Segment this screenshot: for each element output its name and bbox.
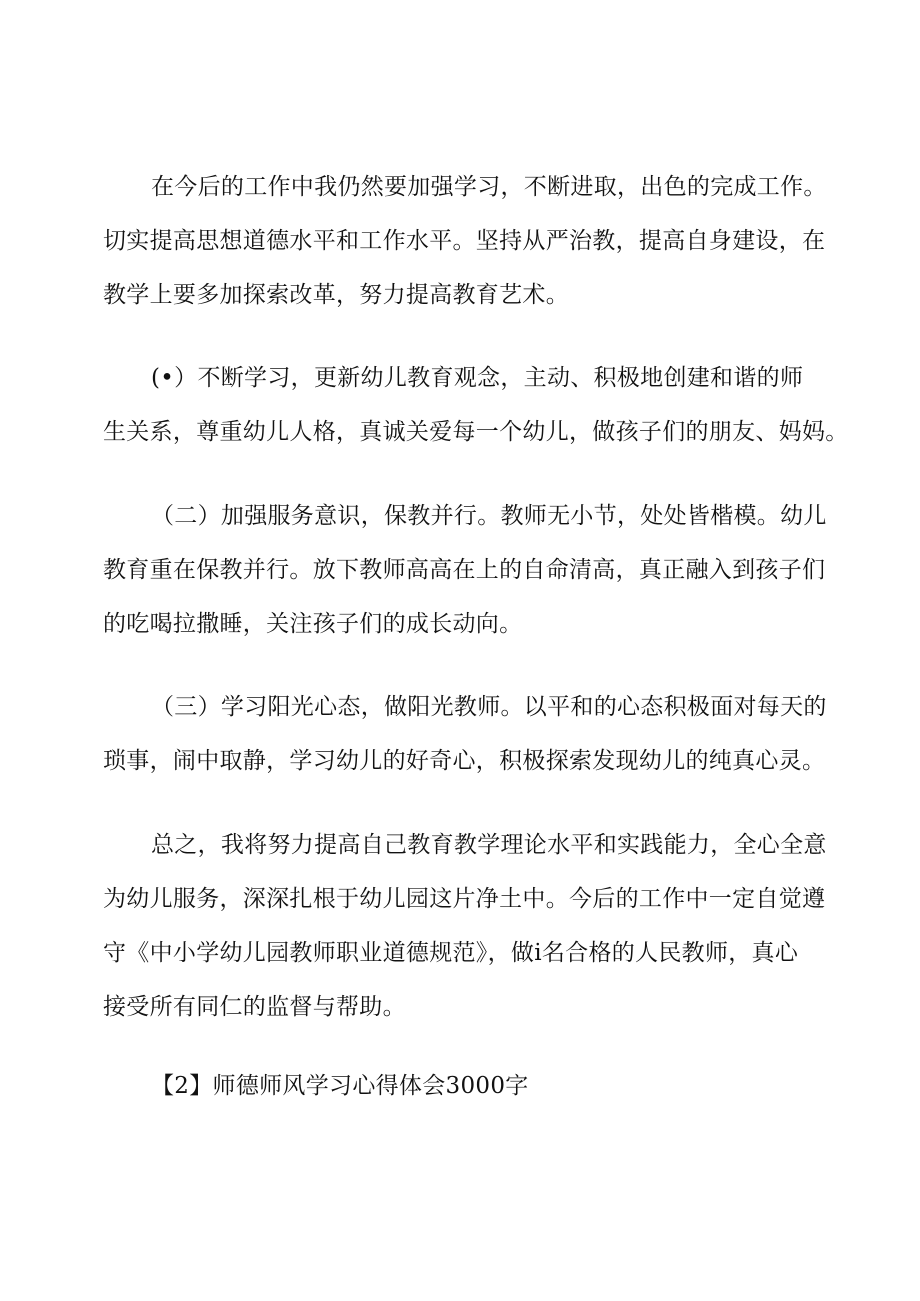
text-line: 为幼儿服务，深深扎根于幼儿园这片净土中。今后的工作中一定自觉遵 [103, 886, 826, 912]
section-heading [103, 1059, 823, 1113]
paragraph-point-one [103, 351, 849, 459]
text-line: 总之，我将努力提高自己教育教学理论水平和实践能力，全心全意 [151, 832, 827, 858]
paragraph-summary [103, 818, 827, 1034]
text-line: 琐事，闹中取静，学习幼儿的好奇心，积极探索发现幼儿的纯真心灵。 [103, 748, 826, 774]
text-line: 守《中小学幼儿园教师职业道德规范》，做i名合格的人民教师，真心 [103, 940, 799, 966]
text-line: 教育重在保教并行。放下教师高高在上的自命清高，真正融入到孩子们 [103, 557, 826, 583]
text-line: 切实提高思想道德水平和工作水平。坚持从严治教，提高自身建设，在 [103, 228, 826, 254]
paragraph-point-three [103, 680, 827, 788]
text-line: （三）学习阳光心态，做阳光教师。以平和的心态积极面对每天的 [151, 694, 827, 720]
heading-text: 【2】师德师风学习心得体会3000字 [151, 1073, 529, 1099]
text-line: 生关系，尊重幼儿人格，真诚关爱每一个幼儿，做孩子们的朋友、妈妈。 [103, 419, 849, 445]
paragraph-future-work [103, 160, 827, 322]
text-line: 接受所有同仁的监督与帮助。 [103, 994, 406, 1020]
text-line: （二）加强服务意识，保教并行。教师无小节，处处皆楷模。幼儿 [151, 503, 827, 529]
text-line: (•）不断学习，更新幼儿教育观念，主动、积极地创建和谐的师 [151, 365, 804, 391]
text-line: 的吃喝拉撒睡，关注孩子们的成长动向。 [103, 611, 523, 637]
text-line: 教学上要多加探索改革，努力提高教育艺术。 [103, 282, 569, 308]
text-line: 在今后的工作中我仍然要加强学习，不断进取，出色的完成工作。 [151, 174, 827, 200]
paragraph-point-two [103, 489, 827, 651]
